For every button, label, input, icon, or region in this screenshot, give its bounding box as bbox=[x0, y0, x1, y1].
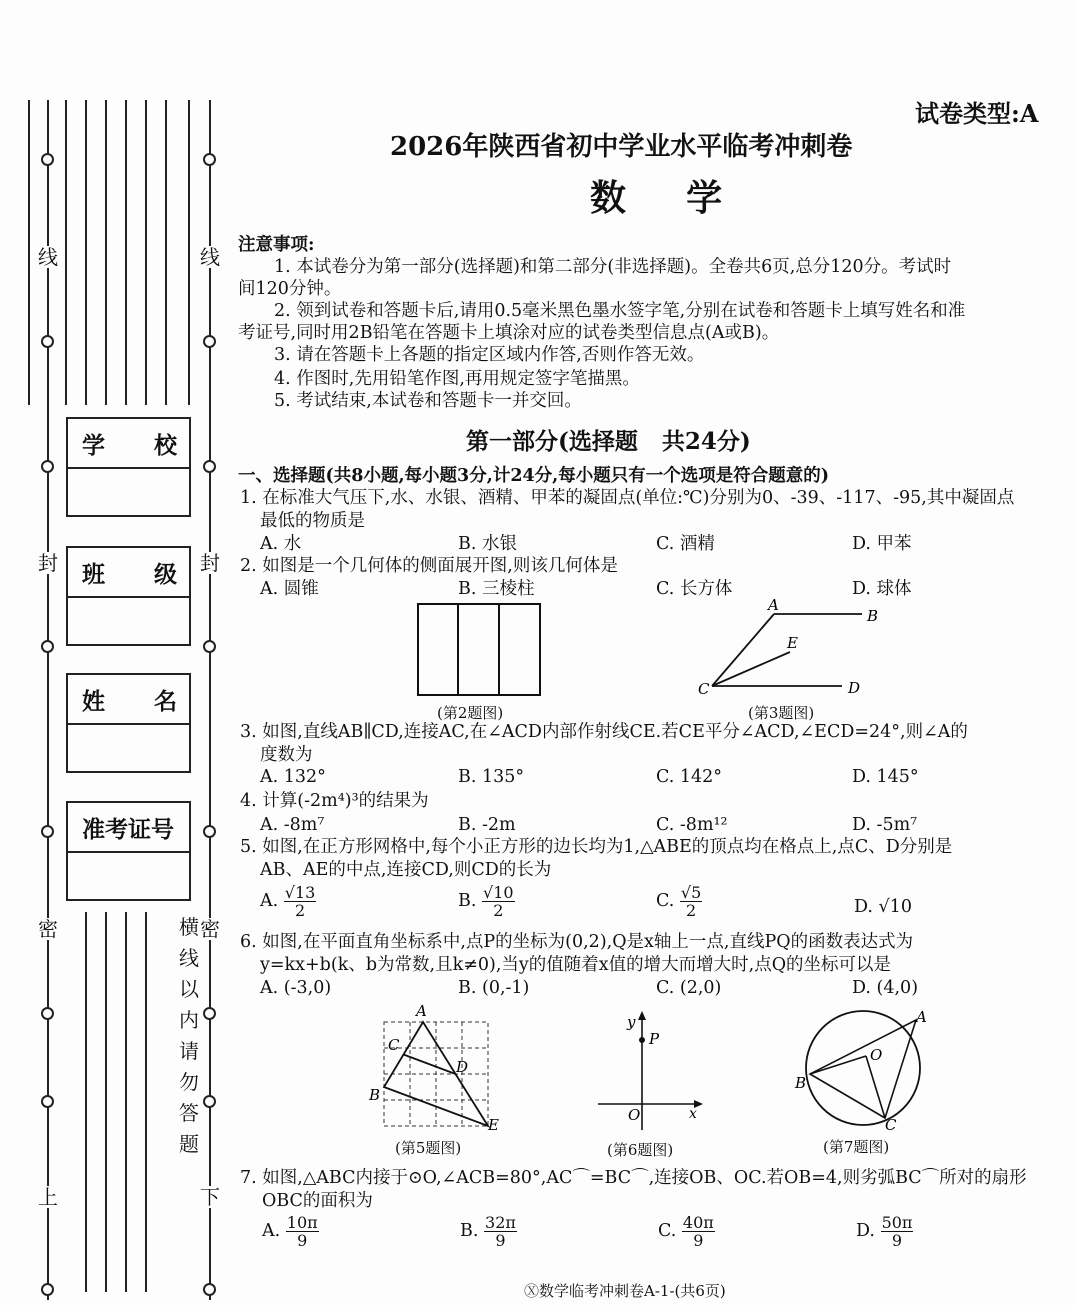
margin-char-feng: 封 bbox=[38, 551, 58, 575]
q3-stem-2: 度数为 bbox=[260, 745, 313, 765]
q1-stem-2: 最低的物质是 bbox=[260, 511, 365, 531]
fig5-label-c: C bbox=[388, 1036, 400, 1054]
exam-id-label: 准考证号 bbox=[82, 815, 174, 843]
school-box bbox=[66, 417, 191, 517]
note-1b: 间120分钟。 bbox=[238, 279, 342, 299]
q7-option-a: A. $\frac{10\pi}{9}$ bbox=[262, 1213, 318, 1250]
school-label-a: 学 bbox=[82, 431, 105, 459]
q6-option-d: D. (4,0) bbox=[852, 978, 919, 998]
margin-char-xian: 线 bbox=[38, 245, 58, 269]
q2-stem: 2. 如图是一个几何体的侧面展开图,则该几何体是 bbox=[240, 556, 618, 576]
fig7-label-b: B bbox=[795, 1074, 807, 1092]
fig7-label-o: O bbox=[870, 1046, 883, 1064]
figure-3-lines bbox=[692, 596, 892, 700]
note-4: 4. 作图时,先用铅笔作图,再用规定签字笔描黑。 bbox=[274, 369, 640, 389]
fig3-label-b: B bbox=[867, 607, 879, 625]
fig3-label-a: A bbox=[768, 596, 779, 614]
fig6-label-o: O bbox=[628, 1106, 641, 1124]
q5-stem: 5. 如图,在正方形网格中,每个小正方形的边长均为1,△ABE的顶点均在格点上,点C、D分别是 bbox=[240, 837, 953, 857]
q2-option-d: D. 球体 bbox=[852, 579, 912, 599]
q1-stem: 1. 在标准大气压下,水、水银、酒精、甲苯的凝固点(单位:℃)分别为0、-39、-117、-95,其中凝固点 bbox=[240, 488, 1015, 508]
fig6-label-p: P bbox=[649, 1030, 660, 1048]
margin-char-xia-inner: 下 bbox=[200, 1185, 220, 1209]
figure-5-caption: (第5题图) bbox=[395, 1139, 462, 1157]
figure-2-caption: (第2题图) bbox=[437, 704, 504, 722]
q1-option-a: A. 水 bbox=[260, 534, 302, 554]
section-heading: 一、选择题(共8小题,每小题3分,计24分,每小题只有一个选项是符合题意的) bbox=[238, 466, 830, 486]
figure-6-caption: (第6题图) bbox=[607, 1141, 674, 1159]
fig5-label-b: B bbox=[369, 1086, 381, 1104]
q7-option-d: D. $\frac{50\pi}{9}$ bbox=[856, 1213, 913, 1250]
exam-title: 2026年陕西省初中学业水平临考冲刺卷 bbox=[390, 132, 853, 162]
class-label-a: 班 bbox=[82, 560, 105, 588]
margin-char-mi: 密 bbox=[38, 917, 58, 941]
q3-option-a: A. 132° bbox=[260, 767, 326, 787]
figure-6-axes bbox=[594, 1008, 704, 1136]
name-box bbox=[66, 673, 191, 773]
q1-option-c: C. 酒精 bbox=[656, 534, 715, 554]
q4-option-b: B. -2m bbox=[458, 815, 516, 835]
margin-char-mi-inner: 密 bbox=[200, 917, 220, 941]
q1-option-b: B. 水银 bbox=[458, 534, 517, 554]
q3-stem: 3. 如图,直线AB∥CD,连接AC,在∠ACD内部作射线CE.若CE平分∠ACD,∠ECD=24°,则∠A的 bbox=[240, 722, 968, 742]
q5-option-d: D. √10 bbox=[854, 897, 912, 917]
q5-stem-2: AB、AE的中点,连接CD,则CD的长为 bbox=[260, 860, 552, 880]
q4-option-d: D. -5m⁷ bbox=[852, 815, 918, 835]
q3-option-b: B. 135° bbox=[458, 767, 525, 787]
margin-char-feng-inner: 封 bbox=[200, 551, 220, 575]
margin-char-shang: 上 bbox=[38, 1185, 58, 1209]
q1-option-d: D. 甲苯 bbox=[852, 534, 912, 554]
note-1a: 1. 本试卷分为第一部分(选择题)和第二部分(非选择题)。全卷共6页,总分120分。考试时 bbox=[274, 257, 952, 277]
school-label-b: 校 bbox=[154, 431, 177, 459]
q5-option-b: B. $\frac{√10}{2}$ bbox=[458, 883, 514, 920]
fig6-label-x: x bbox=[689, 1106, 697, 1122]
subject-title: 数 学 bbox=[590, 177, 725, 219]
q6-option-a: A. (-3,0) bbox=[260, 978, 332, 998]
q6-stem: 6. 如图,在平面直角坐标系中,点P的坐标为(0,2),Q是x轴上一点,直线PQ的函数表达式为 bbox=[240, 932, 914, 952]
note-5: 5. 考试结束,本试卷和答题卡一并交回。 bbox=[274, 391, 582, 411]
part1-title: 第一部分(选择题 共24分) bbox=[466, 428, 751, 455]
fig3-label-d: D bbox=[848, 679, 861, 697]
q5-option-a: A. $\frac{√13}{2}$ bbox=[260, 883, 316, 920]
page-footer: Ⓧ数学临考冲刺卷A-1-(共6页) bbox=[524, 1282, 726, 1300]
figure-7-caption: (第7题图) bbox=[823, 1138, 890, 1156]
q6-option-c: C. (2,0) bbox=[656, 978, 722, 998]
figure-3-caption: (第3题图) bbox=[748, 704, 815, 722]
fig5-label-d: D bbox=[456, 1058, 469, 1076]
q4-option-c: C. -8m¹² bbox=[656, 815, 728, 835]
name-label-b: 名 bbox=[154, 687, 177, 715]
q2-option-b: B. 三棱柱 bbox=[458, 579, 535, 599]
q4-option-a: A. -8m⁷ bbox=[260, 815, 325, 835]
note-2b: 考证号,同时用2B铅笔在答题卡上填涂对应的试卷类型信息点(A或B)。 bbox=[238, 323, 780, 343]
q3-option-c: C. 142° bbox=[656, 767, 723, 787]
fig7-label-a: A bbox=[916, 1008, 927, 1026]
q7-stem: 7. 如图,△ABC内接于⊙O,∠ACB=80°,AC⌒=BC⌒,连接OB、OC.若OB=4,则劣弧BC⌒所对的扇形 bbox=[240, 1168, 1027, 1188]
fig6-label-y: y bbox=[627, 1013, 636, 1031]
figure-7-circle bbox=[788, 996, 938, 1134]
q4-stem: 4. 计算(-2m⁴)³的结果为 bbox=[240, 791, 429, 811]
q7-stem-2: OBC的面积为 bbox=[262, 1191, 373, 1211]
q7-option-b: B. $\frac{32\pi}{9}$ bbox=[460, 1213, 516, 1250]
q3-option-d: D. 145° bbox=[852, 767, 919, 787]
note-2a: 2. 领到试卷和答题卡后,请用0.5毫米黑色墨水签字笔,分别在试卷和答题卡上填写姓名和准 bbox=[274, 301, 966, 321]
figure-2-net bbox=[416, 602, 544, 698]
exam-id-box bbox=[66, 801, 191, 901]
name-label-a: 姓 bbox=[82, 687, 105, 715]
fig3-label-e: E bbox=[787, 634, 798, 652]
notes-heading: 注意事项: bbox=[238, 235, 315, 255]
fig5-label-a: A bbox=[416, 1002, 427, 1020]
margin-warning: 横 线 以 内 请 勿 答 题 bbox=[179, 915, 199, 1156]
q5-option-c: C. $\frac{√5}{2}$ bbox=[656, 883, 702, 920]
paper-type: 试卷类型:A bbox=[915, 99, 1039, 128]
margin-char-xian-inner: 线 bbox=[200, 245, 220, 269]
fig3-label-c: C bbox=[698, 680, 710, 698]
q2-option-c: C. 长方体 bbox=[656, 579, 733, 599]
fig7-label-c: C bbox=[885, 1116, 897, 1134]
figure-5-grid bbox=[366, 1000, 506, 1136]
class-box bbox=[66, 546, 191, 646]
q7-option-c: C. $\frac{40\pi}{9}$ bbox=[658, 1213, 714, 1250]
note-3: 3. 请在答题卡上各题的指定区域内作答,否则作答无效。 bbox=[274, 345, 705, 365]
q6-stem-2: y=kx+b(k、b为常数,且k≠0),当y的值随着x值的增大而增大时,点Q的坐标可以是 bbox=[260, 955, 892, 975]
q2-option-a: A. 圆锥 bbox=[260, 579, 319, 599]
class-label-b: 级 bbox=[154, 560, 177, 588]
fig5-label-e: E bbox=[488, 1116, 499, 1134]
q6-option-b: B. (0,-1) bbox=[458, 978, 530, 998]
